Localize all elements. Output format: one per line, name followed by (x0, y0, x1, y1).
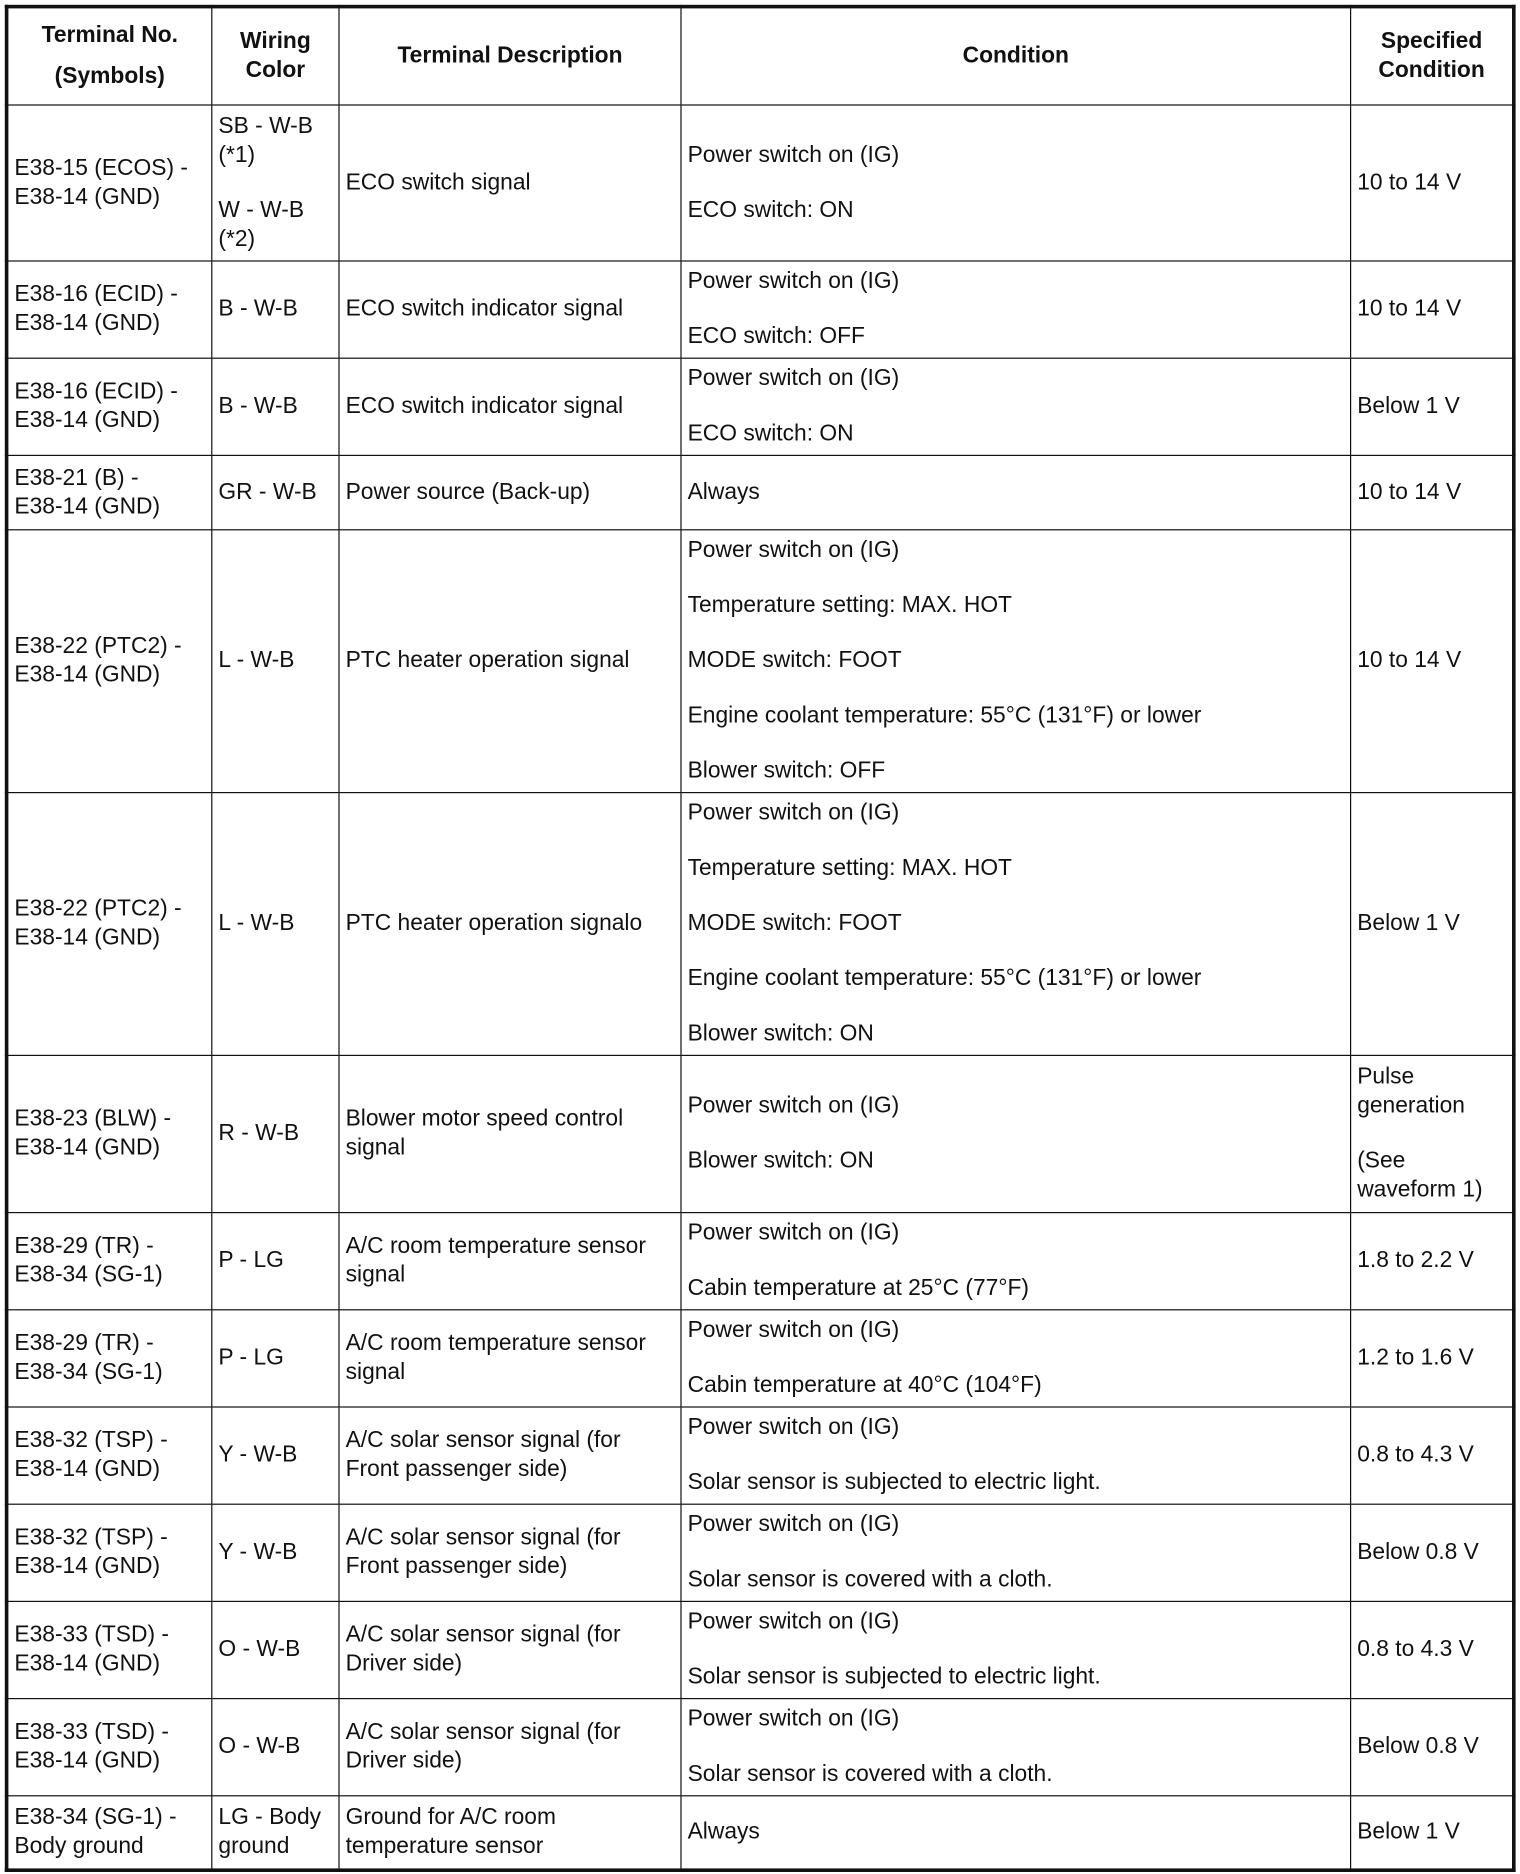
terminal-no-text: E38-14 (GND) (14, 408, 161, 434)
wiring-color-text: P - LG (218, 1345, 284, 1371)
specified-condition-text: Below 1 V (1357, 1819, 1460, 1845)
condition-line: Power switch on (IG) (687, 1093, 900, 1119)
condition-line: Power switch on (IG) (687, 1317, 900, 1343)
table-row (7, 1213, 1514, 1310)
header-wiring-color: Wiring Color (212, 7, 339, 105)
terminal-no-text: E38-32 (TSP) - (14, 1525, 168, 1551)
specified-condition-cell (1351, 1796, 1514, 1870)
terminal-no-cell (7, 358, 212, 455)
specified-condition-text: 0.8 to 4.3 V (1357, 1636, 1474, 1663)
specified-condition-text: 1.2 to 1.6 V (1357, 1345, 1474, 1371)
wiring-color-text: (*2) (218, 226, 256, 252)
condition-cell (681, 105, 1351, 261)
terminal-description-cell: Ground for A/C room temperature sensor (339, 1796, 681, 1870)
terminal-no-text: E38-23 (BLW) - (14, 1106, 172, 1132)
wiring-color-text: L - W-B (218, 648, 295, 674)
condition-line: MODE switch: FOOT (687, 910, 902, 937)
condition-line: Always (687, 1819, 760, 1845)
condition-cell (681, 1310, 1351, 1407)
wiring-color-text: (*1) (218, 142, 256, 168)
condition-cell (681, 1055, 1351, 1212)
terminal-no-cell (7, 1055, 212, 1212)
terminal-no-text: E38-15 (ECOS) - (14, 155, 188, 181)
specified-condition-text: 0.8 to 4.3 V (1357, 1442, 1474, 1468)
condition-line: Engine coolant temperature: 55°C (131°F) or lower (687, 703, 1202, 729)
terminal-description-cell: Blower motor speed control signal (339, 1055, 681, 1212)
condition-line: MODE switch: FOOT (687, 648, 902, 674)
terminal-no-cell (7, 793, 212, 1056)
table-row (7, 1055, 1514, 1212)
specified-condition-cell (1351, 793, 1514, 1056)
condition-cell (681, 1504, 1351, 1601)
terminal-no-text: E38-33 (TSD) - (14, 1719, 169, 1745)
wiring-color-text: L - W-B (218, 910, 295, 937)
terminal-no-text: E38-34 (SG-1) - (14, 1804, 177, 1831)
specified-condition-text: 1.8 to 2.2 V (1357, 1248, 1474, 1274)
table-row (7, 261, 1514, 358)
specified-condition-text: Pulse generation (1357, 1064, 1465, 1119)
terminal-no-text: E38-34 (SG-1) (14, 1262, 163, 1288)
terminal-description-cell: ECO switch indicator signal (339, 358, 681, 455)
wiring-color-cell (212, 1055, 339, 1212)
condition-line: Blower switch: ON (687, 1148, 874, 1174)
terminal-no-cell (7, 261, 212, 358)
terminal-description-cell: A/C solar sensor signal (for Driver side) (339, 1601, 681, 1698)
specified-condition-cell (1351, 1699, 1514, 1796)
terminal-no-text: E38-34 (SG-1) (14, 1359, 163, 1385)
condition-line: Power switch on (IG) (687, 800, 900, 826)
condition-cell (681, 455, 1351, 529)
terminal-description-cell: A/C room temperature sensor signal (339, 1213, 681, 1310)
terminal-no-text: E38-14 (GND) (14, 925, 161, 951)
header-row (7, 7, 1514, 105)
terminal-no-text: E38-14 (GND) (14, 310, 161, 336)
condition-line: Power switch on (IG) (687, 142, 900, 168)
condition-cell (681, 1213, 1351, 1310)
condition-cell (681, 1699, 1351, 1796)
wiring-color-cell (212, 455, 339, 529)
wiring-color-cell (212, 1407, 339, 1504)
condition-line: Power switch on (IG) (687, 1414, 900, 1440)
wiring-color-text: O - W-B (218, 1734, 301, 1760)
condition-line: Blower switch: OFF (687, 758, 886, 784)
table-row (7, 455, 1514, 529)
condition-line: Cabin temperature at 25°C (77°F) (687, 1275, 1029, 1301)
terminal-no-cell (7, 530, 212, 793)
condition-line: Power switch on (IG) (687, 1706, 900, 1732)
condition-line: Temperature setting: MAX. HOT (687, 855, 1012, 881)
specified-condition-text: 10 to 14 V (1357, 169, 1462, 196)
terminal-no-text: E38-14 (GND) (14, 493, 161, 519)
condition-line: Solar sensor is covered with a cloth. (687, 1761, 1053, 1787)
condition-line: Power switch on (IG) (687, 1512, 900, 1538)
table-row (7, 793, 1514, 1056)
specified-condition-text: (See waveform 1) (1357, 1148, 1483, 1203)
wiring-color-cell (212, 530, 339, 793)
specified-condition-text: Below 0.8 V (1357, 1539, 1479, 1565)
terminal-no-cell (7, 1699, 212, 1796)
terminal-no-text: E38-14 (GND) (14, 662, 161, 688)
terminal-no-text: E38-14 (GND) (14, 1456, 161, 1482)
condition-line: Solar sensor is subjected to electric light. (687, 1664, 1101, 1690)
terminal-no-text: E38-29 (TR) - (14, 1233, 154, 1259)
terminal-no-cell (7, 1407, 212, 1504)
wiring-color-text: R - W-B (218, 1120, 300, 1146)
specified-condition-cell (1351, 1601, 1514, 1698)
terminal-description-cell: PTC heater operation signal (339, 530, 681, 793)
condition-cell (681, 1407, 1351, 1504)
specified-condition-cell (1351, 1055, 1514, 1212)
terminal-no-text: E38-14 (GND) (14, 1135, 161, 1161)
terminal-description-cell: A/C solar sensor signal (for Driver side) (339, 1699, 681, 1796)
specified-condition-cell (1351, 1213, 1514, 1310)
terminal-description-cell: A/C room temperature sensor signal (339, 1310, 681, 1407)
condition-line: Solar sensor is subjected to electric light. (687, 1470, 1101, 1496)
specified-condition-cell (1351, 358, 1514, 455)
header-terminal-no: Terminal No. (Symbols) (7, 7, 212, 105)
wiring-color-text: W - W-B (218, 197, 305, 223)
specified-condition-text: Below 0.8 V (1357, 1734, 1479, 1760)
condition-cell (681, 530, 1351, 793)
specified-condition-cell (1351, 261, 1514, 358)
terminal-no-cell (7, 105, 212, 261)
terminal-no-cell (7, 455, 212, 529)
wiring-color-cell (212, 793, 339, 1056)
wiring-color-cell (212, 261, 339, 358)
table-row (7, 105, 1514, 261)
specified-condition-cell (1351, 1407, 1514, 1504)
terminal-description-cell: A/C solar sensor signal (for Front passenger side) (339, 1407, 681, 1504)
table-row (7, 1407, 1514, 1504)
condition-line: Power switch on (IG) (687, 1220, 900, 1246)
specified-condition-text: 10 to 14 V (1357, 479, 1462, 505)
terminal-no-text: Body ground (14, 1833, 144, 1859)
wiring-color-text: LG - Body (218, 1804, 322, 1831)
table-row (7, 1796, 1514, 1870)
condition-line: Power switch on (IG) (687, 268, 900, 294)
wiring-color-cell (212, 1796, 339, 1870)
wiring-color-text: GR - W-B (218, 479, 317, 505)
terminal-no-text: E38-14 (GND) (14, 1554, 161, 1580)
wiring-color-cell (212, 1504, 339, 1601)
wiring-color-text: P - LG (218, 1248, 284, 1274)
specified-condition-cell (1351, 105, 1514, 261)
wiring-color-text: O - W-B (218, 1636, 301, 1663)
condition-cell (681, 358, 1351, 455)
condition-cell (681, 1601, 1351, 1698)
condition-line: ECO switch: ON (687, 197, 854, 223)
condition-line: Blower switch: ON (687, 1021, 874, 1047)
header-specified-condition: Specified Condition (1351, 7, 1514, 105)
terminal-no-cell (7, 1213, 212, 1310)
terminal-description-cell: PTC heater operation signalo (339, 793, 681, 1056)
table-row (7, 1699, 1514, 1796)
terminal-no-text: E38-32 (TSP) - (14, 1428, 168, 1454)
wiring-color-text: SB - W-B (218, 113, 313, 139)
table-row (7, 1601, 1514, 1698)
specified-condition-cell (1351, 455, 1514, 529)
terminal-no-text: E38-33 (TSD) - (14, 1622, 169, 1648)
condition-cell (681, 261, 1351, 358)
terminal-spec-table (5, 5, 1516, 1872)
terminal-no-text: E38-16 (ECID) - (14, 282, 178, 308)
wiring-color-cell (212, 358, 339, 455)
terminal-no-text: E38-14 (GND) (14, 1748, 161, 1774)
condition-line: Power switch on (IG) (687, 366, 900, 392)
terminal-no-cell (7, 1310, 212, 1407)
specified-condition-text: Below 1 V (1357, 393, 1460, 419)
specified-condition-cell (1351, 1504, 1514, 1601)
wiring-color-text: ground (218, 1833, 290, 1859)
table-row (7, 530, 1514, 793)
terminal-no-text: E38-16 (ECID) - (14, 379, 178, 405)
terminal-description-cell: ECO switch indicator signal (339, 261, 681, 358)
specified-condition-text: Below 1 V (1357, 910, 1460, 937)
wiring-color-cell (212, 1601, 339, 1698)
condition-line: Always (687, 479, 760, 505)
condition-cell (681, 1796, 1351, 1870)
terminal-description-cell: A/C solar sensor signal (for Front passenger side) (339, 1504, 681, 1601)
terminal-no-cell (7, 1601, 212, 1698)
wiring-color-text: B - W-B (218, 296, 298, 322)
specified-condition-text: 10 to 14 V (1357, 296, 1462, 322)
terminal-no-text: E38-29 (TR) - (14, 1330, 154, 1356)
header-condition: Condition (681, 7, 1351, 105)
wiring-color-text: Y - W-B (218, 1442, 298, 1468)
condition-line: Power switch on (IG) (687, 537, 900, 563)
header-terminal-description: Terminal Description (339, 7, 681, 105)
wiring-color-text: Y - W-B (218, 1539, 298, 1565)
table-row (7, 1504, 1514, 1601)
table-row (7, 358, 1514, 455)
condition-line: ECO switch: ON (687, 421, 854, 447)
terminal-description-cell: Power source (Back-up) (339, 455, 681, 529)
wiring-color-text: B - W-B (218, 393, 298, 419)
terminal-no-cell (7, 1796, 212, 1870)
specified-condition-cell (1351, 530, 1514, 793)
specified-condition-cell (1351, 1310, 1514, 1407)
condition-line: Engine coolant temperature: 55°C (131°F) or lower (687, 966, 1202, 992)
wiring-color-cell (212, 1213, 339, 1310)
terminal-no-text: E38-21 (B) - (14, 465, 139, 491)
terminal-no-text: E38-14 (GND) (14, 1651, 161, 1677)
terminal-description-cell: ECO switch signal (339, 105, 681, 261)
wiring-color-cell (212, 105, 339, 261)
wiring-color-cell (212, 1699, 339, 1796)
table-row (7, 1310, 1514, 1407)
condition-line: Cabin temperature at 40°C (104°F) (687, 1372, 1042, 1398)
terminal-no-cell (7, 1504, 212, 1601)
condition-line: Temperature setting: MAX. HOT (687, 592, 1012, 618)
condition-line: Solar sensor is covered with a cloth. (687, 1567, 1053, 1593)
terminal-no-text: E38-22 (PTC2) - (14, 896, 182, 922)
wiring-color-cell (212, 1310, 339, 1407)
condition-line: Power switch on (IG) (687, 1609, 900, 1635)
terminal-no-text: E38-22 (PTC2) - (14, 633, 182, 659)
condition-cell (681, 793, 1351, 1056)
terminal-no-text: E38-14 (GND) (14, 184, 161, 210)
specified-condition-text: 10 to 14 V (1357, 648, 1462, 674)
condition-line: ECO switch: OFF (687, 324, 865, 350)
